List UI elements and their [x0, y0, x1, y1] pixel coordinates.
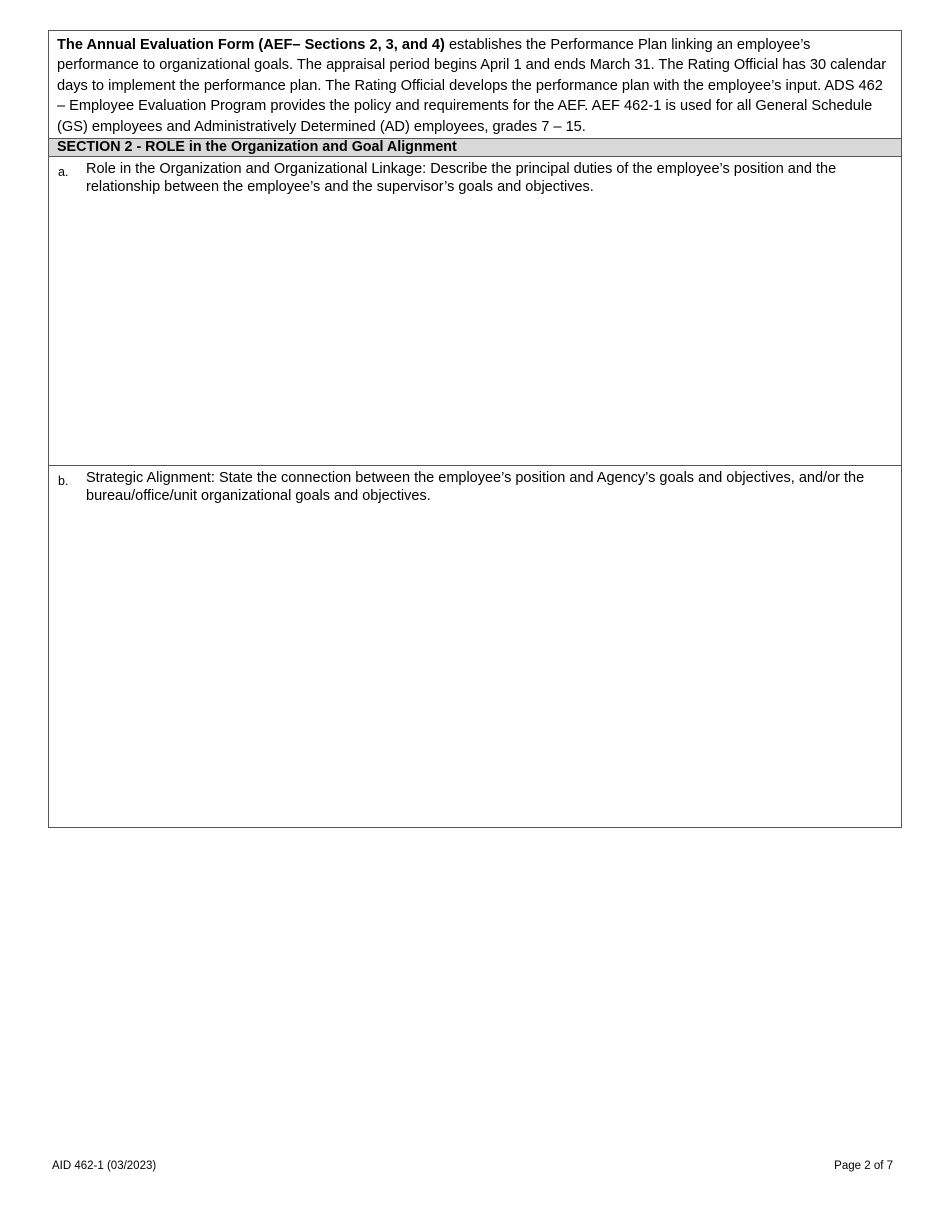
- field-a-letter: a.: [58, 165, 69, 179]
- field-strategic-alignment: [49, 466, 901, 827]
- page-number: Page 2 of 7: [834, 1160, 893, 1172]
- field-a-prompt: Role in the Organization and Organizational Linkage: Describe the principal duties of the employee’s position and the relationship between the employee’s and the supervisor’s goals and objectives.: [86, 161, 837, 195]
- field-b-letter: b.: [58, 474, 69, 488]
- field-b-prompt: Strategic Alignment: State the connection between the employee’s position and Agency’s goals and objectives, and/or the bureau/office/unit organizational goals and objectives.: [86, 470, 865, 504]
- field-role-in-organization: [49, 157, 901, 466]
- intro-bold-lead: The Annual Evaluation Form (AEF– Sections 2, 3, and 4): [57, 37, 445, 53]
- role-organization-response[interactable]: [86, 201, 895, 461]
- intro-paragraph: [49, 31, 901, 139]
- evaluation-form: [48, 30, 902, 828]
- section-2-header: SECTION 2 - ROLE in the Organization and Goal Alignment: [49, 139, 901, 157]
- strategic-alignment-response[interactable]: [86, 510, 895, 823]
- intro-text: establishes the Performance Plan linking an employee’s performance to organizational goals. The appraisal period begins April 1 and ends March 31. The Rating Official has 30 calendar days to implement the performance plan. The Rating Official develops the performance plan with the employee’s input. ADS 462 – Employee Evaluation Program provides the policy and requirements for the AEF. AEF 462-1 is used for all General Schedule (GS) employees and Administratively Determined (AD) employees, grades 7 – 15.: [57, 37, 887, 135]
- form-id: AID 462-1 (03/2023): [52, 1160, 157, 1172]
